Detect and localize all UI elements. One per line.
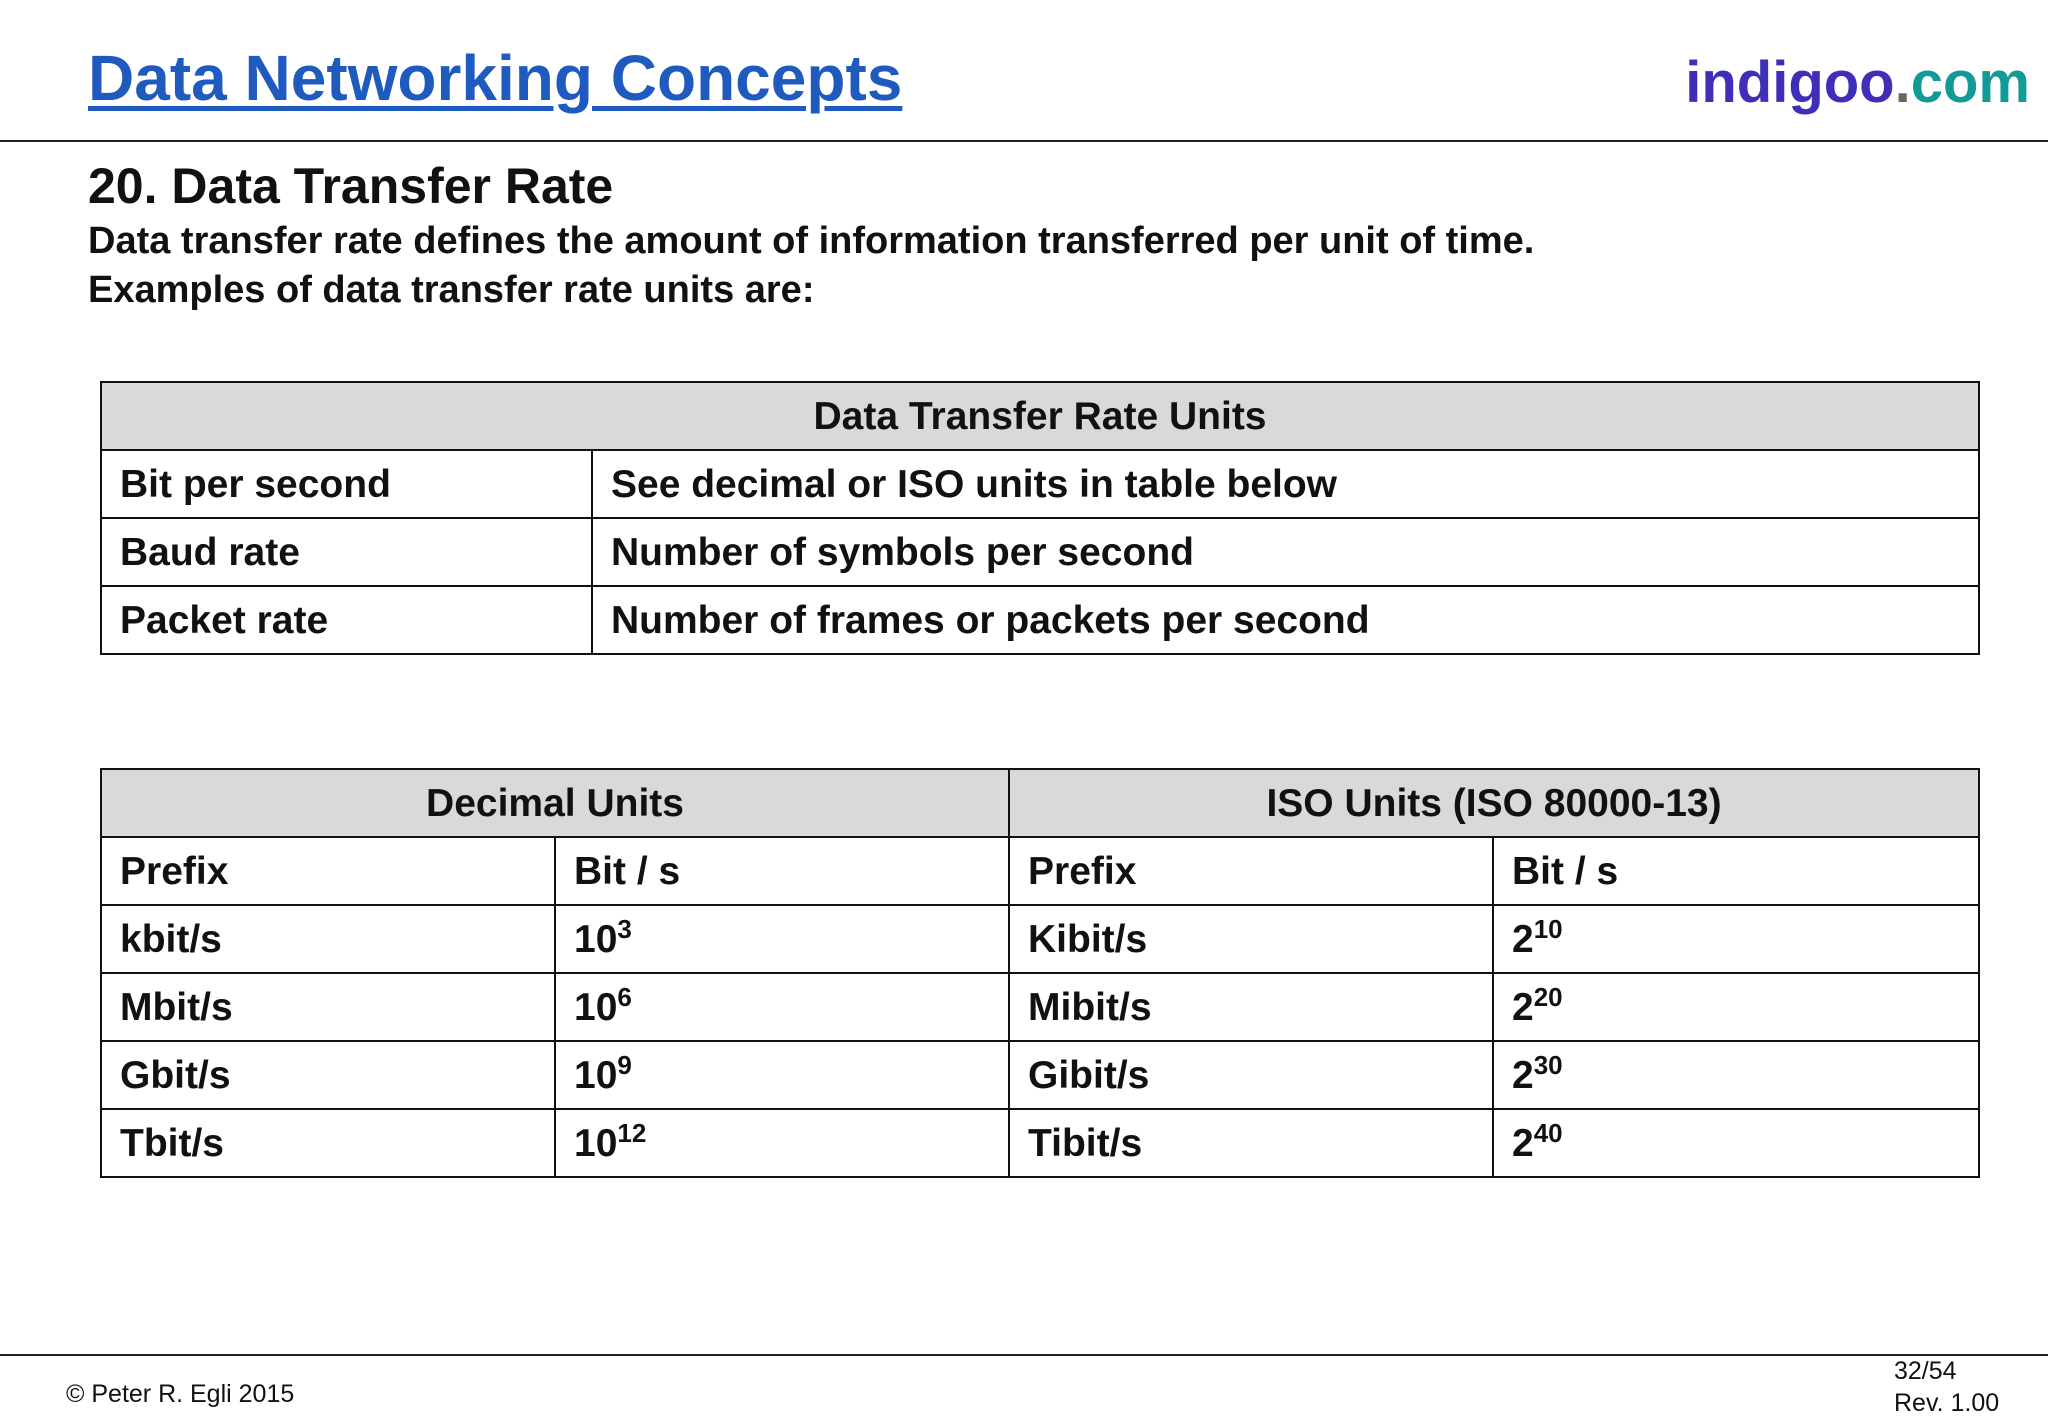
power-exponent: 10 — [1533, 913, 1563, 944]
decimal-value-cell — [555, 905, 1009, 973]
power-base: 2 — [1512, 917, 1534, 961]
unit-description-cell: Number of frames or packets per second — [592, 586, 1979, 654]
decimal-iso-units-table — [100, 768, 1980, 1178]
table-header-row — [101, 382, 1979, 450]
brand-logo — [1685, 50, 2030, 117]
iso-bits-header: Bit / s — [1493, 837, 1979, 905]
iso-value-cell — [1493, 973, 1979, 1041]
power-base: 2 — [1512, 1053, 1534, 1097]
unit-description-cell: See decimal or ISO units in table below — [592, 450, 1979, 518]
iso-value-cell — [1493, 1109, 1979, 1177]
iso-prefix-cell: Mibit/s — [1009, 973, 1493, 1041]
iso-units-caption: ISO Units (ISO 80000-13) — [1009, 769, 1979, 837]
power-exponent: 3 — [617, 913, 632, 944]
iso-prefix-cell: Tibit/s — [1009, 1109, 1493, 1177]
power-exponent: 20 — [1533, 981, 1563, 1012]
table-row — [101, 905, 1979, 973]
decimal-value-cell — [555, 973, 1009, 1041]
intro-text-line-1: Data transfer rate defines the amount of information transferred per unit of time. — [88, 220, 1535, 262]
section-heading: 20. Data Transfer Rate — [88, 158, 614, 214]
decimal-units-caption: Decimal Units — [101, 769, 1009, 837]
iso-prefix-header: Prefix — [1009, 837, 1493, 905]
decimal-value-cell — [555, 1041, 1009, 1109]
power-base: 10 — [574, 1053, 618, 1097]
table-row — [101, 450, 1979, 518]
intro-text-line-2: Examples of data transfer rate units are: — [88, 269, 815, 311]
unit-name-cell: Packet rate — [101, 586, 592, 654]
iso-value-cell — [1493, 1041, 1979, 1109]
table-row — [101, 586, 1979, 654]
brand-dot: . — [1894, 50, 1911, 115]
decimal-prefix-cell: Gbit/s — [101, 1041, 555, 1109]
iso-prefix-cell: Gibit/s — [1009, 1041, 1493, 1109]
table-row — [101, 1041, 1979, 1109]
table-row — [101, 1109, 1979, 1177]
power-exponent: 9 — [617, 1049, 632, 1080]
unit-name-cell: Baud rate — [101, 518, 592, 586]
page-title[interactable]: Data Networking Concepts — [88, 42, 903, 114]
table-row — [101, 518, 1979, 586]
brand-tld: com — [1910, 50, 2030, 115]
page-number: 32/54 — [1894, 1357, 1957, 1385]
decimal-prefix-cell: kbit/s — [101, 905, 555, 973]
rate-units-caption: Data Transfer Rate Units — [101, 382, 1979, 450]
copyright-notice: © Peter R. Egli 2015 — [66, 1380, 295, 1408]
unit-name-cell: Bit per second — [101, 450, 592, 518]
power-base: 10 — [574, 985, 618, 1029]
decimal-prefix-cell: Tbit/s — [101, 1109, 555, 1177]
power-base: 10 — [574, 917, 618, 961]
power-exponent: 30 — [1533, 1049, 1563, 1080]
rate-units-table — [100, 381, 1980, 655]
power-exponent: 6 — [617, 981, 632, 1012]
power-exponent: 40 — [1533, 1117, 1563, 1148]
unit-description-cell: Number of symbols per second — [592, 518, 1979, 586]
decimal-prefix-cell: Mbit/s — [101, 973, 555, 1041]
decimal-value-cell — [555, 1109, 1009, 1177]
brand-name: indigoo — [1685, 50, 1895, 115]
iso-prefix-cell: Kibit/s — [1009, 905, 1493, 973]
revision-label: Rev. 1.00 — [1894, 1389, 2000, 1417]
power-exponent: 12 — [617, 1117, 647, 1148]
column-header-row — [101, 837, 1979, 905]
header-divider — [0, 140, 2048, 142]
table-row — [101, 973, 1979, 1041]
table-header-row — [101, 769, 1979, 837]
power-base: 2 — [1512, 985, 1534, 1029]
decimal-prefix-header: Prefix — [101, 837, 555, 905]
iso-value-cell — [1493, 905, 1979, 973]
power-base: 10 — [574, 1121, 618, 1165]
decimal-bits-header: Bit / s — [555, 837, 1009, 905]
footer-divider — [0, 1354, 2048, 1356]
power-base: 2 — [1512, 1121, 1534, 1165]
